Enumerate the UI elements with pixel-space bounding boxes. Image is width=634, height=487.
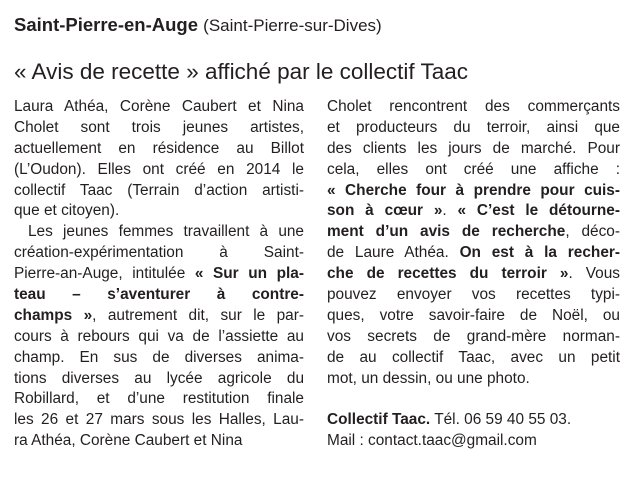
bold-text: teau – s’aventurer à contre- xyxy=(14,286,304,304)
text-line xyxy=(14,285,304,306)
text-line xyxy=(327,243,620,264)
bold-text: « C’est le détourne- xyxy=(457,202,620,220)
text-segment: pouvez envoyer vos recettes typi- xyxy=(327,286,620,304)
text-line xyxy=(14,243,304,264)
text-line xyxy=(327,97,620,118)
text-segment: de au collectif Taac, avec un petit xyxy=(327,348,620,366)
text-line xyxy=(327,327,620,348)
article-headline: « Avis de recette » affiché par le collectif Taac xyxy=(14,59,469,84)
text-line xyxy=(327,264,620,285)
text-line xyxy=(327,139,620,160)
text-segment: de Laure Athéa. xyxy=(327,244,460,262)
contact-name: Collectif Taac. xyxy=(327,411,431,429)
text-segment: actuellement en résidence au Billot xyxy=(14,139,304,157)
text-line xyxy=(327,348,620,369)
text-segment: champ. En sus de diverses anima- xyxy=(14,348,304,366)
text-segment: et producteurs du terroir, ainsi que xyxy=(327,118,620,136)
text-line xyxy=(14,181,304,202)
article xyxy=(14,10,620,450)
dateline xyxy=(14,10,620,41)
bold-text: champs » xyxy=(14,306,93,324)
text-segment: (L’Oudon). Elles ont créé en 2014 le xyxy=(14,160,304,178)
text-segment: collectif Taac (Terrain d’action artisti- xyxy=(14,181,304,199)
contact-line xyxy=(327,410,620,431)
left-column xyxy=(14,97,304,452)
text-line xyxy=(14,118,304,139)
text-line xyxy=(14,222,304,243)
bold-text: On est à la recher- xyxy=(459,244,620,262)
text-line xyxy=(14,139,304,160)
text-line xyxy=(327,160,620,181)
text-line xyxy=(327,306,620,327)
text-line xyxy=(14,410,304,431)
bold-text: ment d’un avis de recherche xyxy=(327,223,566,241)
text-line xyxy=(327,285,620,306)
text-segment: Robillard, et d’une restitution finale xyxy=(14,390,304,408)
text-line xyxy=(14,389,304,410)
bold-text: « Sur un pla- xyxy=(194,265,304,283)
text-segment: , autrement dit, sur le par- xyxy=(92,306,304,324)
text-segment: . Vous xyxy=(568,265,620,283)
text-line xyxy=(327,369,620,390)
contact-phone: Tél. 06 59 40 55 03. xyxy=(430,411,572,429)
right-column xyxy=(327,97,620,452)
text-segment: tions diverses au lycée agricole du xyxy=(14,369,304,387)
text-segment: que et citoyen). xyxy=(14,202,120,220)
text-segment: création-expérimentation à Saint- xyxy=(14,244,304,262)
text-segment: des clients les jours de marché. Pour xyxy=(327,139,620,157)
text-line xyxy=(14,160,304,181)
contact-mail: Mail : contact.taac@gmail.com xyxy=(327,432,537,450)
text-line xyxy=(14,348,304,369)
text-segment: vos secrets de grand-mère norman- xyxy=(327,327,620,345)
text-segment: mot, un dessin, ou une photo. xyxy=(327,369,530,387)
text-line xyxy=(14,97,304,118)
text-line xyxy=(14,306,304,327)
text-line xyxy=(327,181,620,202)
text-line xyxy=(327,222,620,243)
dateline-place: Saint-Pierre-en-Auge xyxy=(14,14,199,35)
text-segment: Cholet rencontrent des commerçants xyxy=(327,98,620,115)
text-segment: ques, votre savoir-faire de Noël, ou xyxy=(327,306,620,324)
text-line xyxy=(14,327,304,348)
bold-text: che de recettes du terroir » xyxy=(327,265,569,283)
text-segment: , déco- xyxy=(565,223,620,241)
text-segment: cela, elles ont créé une affiche : xyxy=(327,160,620,178)
dateline-subplace: (Saint-Pierre-sur-Dives) xyxy=(203,16,382,35)
right-column-text xyxy=(327,97,620,389)
text-segment: cours à rebours qui va de l’assiette au xyxy=(14,327,304,345)
text-segment: ra Athéa, Corène Caubert et Nina xyxy=(14,432,243,450)
text-segment: Pierre-an-Auge, intitulée xyxy=(14,265,195,283)
text-segment: Cholet sont trois jeunes artistes, xyxy=(14,118,304,136)
text-segment: . xyxy=(442,202,458,220)
text-line xyxy=(327,118,620,139)
contact-block xyxy=(327,410,620,452)
text-line xyxy=(14,201,304,222)
text-line xyxy=(14,264,304,285)
bold-text: « Cherche four à prendre pour cuis- xyxy=(327,181,620,199)
text-line xyxy=(327,201,620,222)
text-line xyxy=(14,431,304,452)
text-segment: les 26 et 27 mars sous les Halles, Lau- xyxy=(14,411,304,429)
text-segment: Les jeunes femmes travaillent à une xyxy=(28,223,304,241)
text-line xyxy=(14,369,304,390)
bold-text: son à cœur » xyxy=(327,202,443,220)
text-segment: Laura Athéa, Corène Caubert et Nina xyxy=(14,98,304,115)
